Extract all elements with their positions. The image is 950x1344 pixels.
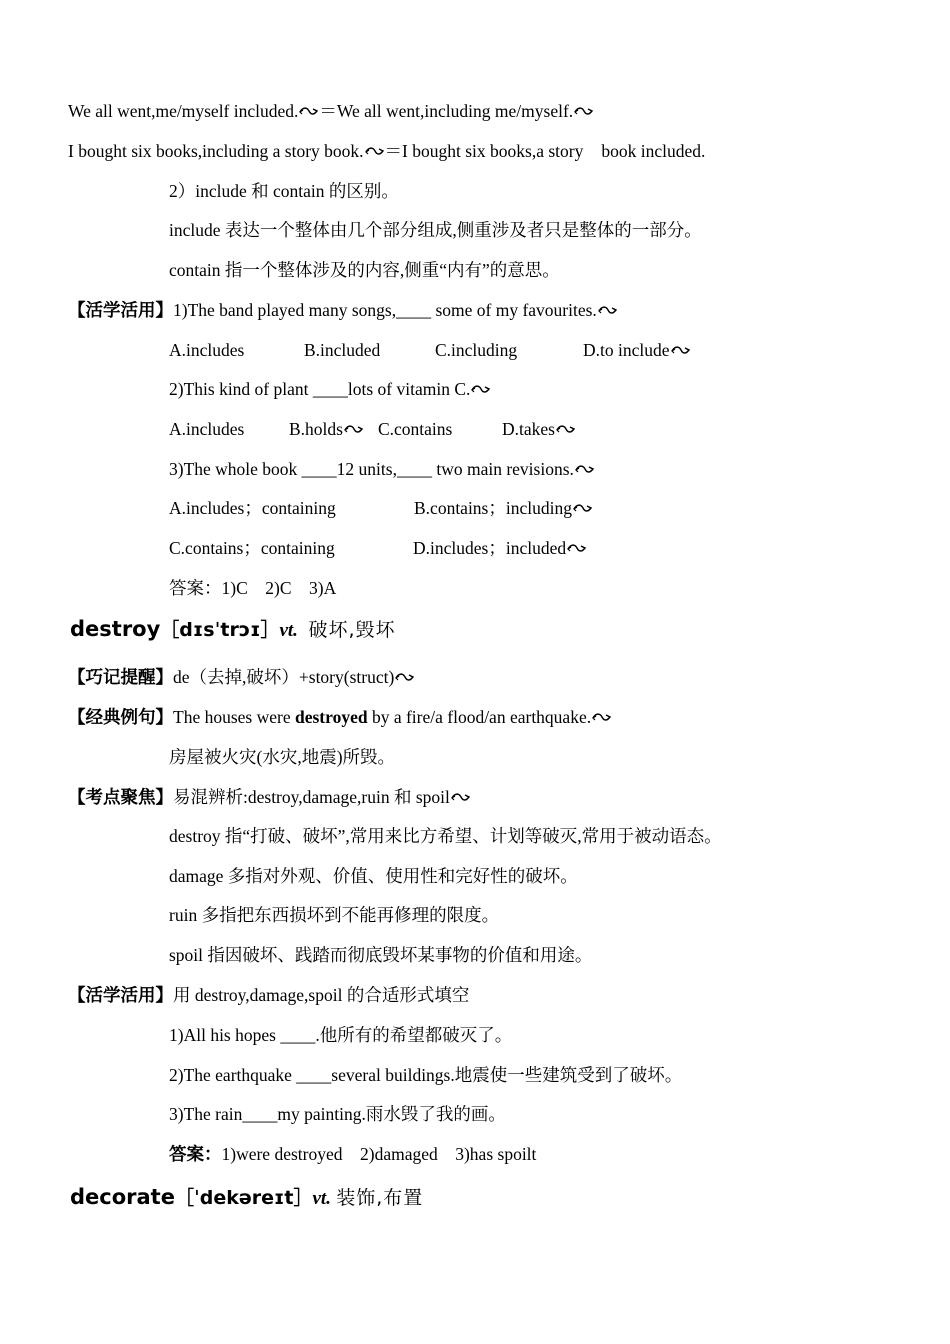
option-c: C.contains；containing (169, 538, 335, 558)
question-text: 3)The whole book ____12 units,____ two main revisions. (169, 459, 574, 479)
example-2b: ＝I bought six books,a story (384, 141, 584, 161)
practice-1-q1 (68, 299, 618, 321)
return-arrow-icon (471, 383, 491, 397)
example-line-2 (68, 140, 705, 162)
practice-1-q2-options (169, 418, 576, 440)
def-damage: damage 多指对外观、价值、使用性和完好性的破坏。 (169, 866, 578, 886)
example-translation: 房屋被火灾(水灾,地震)所毁。 (169, 747, 396, 767)
focus-text: 易混辨析:destroy,damage,ruin 和 spoil (173, 787, 450, 807)
diff-title: 2）include 和 contain 的区别。 (169, 181, 399, 201)
return-arrow-icon (574, 105, 594, 119)
option-b: B.holds (289, 419, 343, 439)
def-ruin: ruin 多指把东西损坏到不能再修理的限度。 (169, 905, 500, 925)
return-arrow-icon (365, 145, 385, 159)
return-arrow-icon (451, 791, 471, 805)
return-arrow-icon (575, 463, 595, 477)
word-heading-destroy (70, 615, 395, 645)
meaning: 装饰,布置 (336, 1187, 424, 1209)
section-tag: 【活学活用】 (68, 300, 173, 320)
option-a: A.includes (169, 419, 245, 439)
practice-2-q3: 3)The rain____my painting.雨水毁了我的画。 (169, 1104, 506, 1124)
return-arrow-icon (556, 423, 576, 437)
practice-1-q2 (169, 378, 491, 400)
headword: decorate (70, 1185, 175, 1209)
return-arrow-icon (567, 542, 587, 556)
option-c: C.including (435, 340, 518, 360)
option-a: A.includes (169, 340, 245, 360)
practice-1-q3 (169, 458, 595, 480)
example-line-1 (68, 100, 594, 122)
example-sentence-line: 【经典例句】The houses were destroyed by a fire/a flood/an earthquake. (68, 706, 612, 728)
highlighted-word: destroyed (294, 707, 368, 727)
return-arrow-icon (299, 105, 319, 119)
example-2a: I bought six books,including a story book. (68, 141, 364, 161)
option-b: B.included (304, 340, 381, 360)
practice-2-answer (169, 1143, 536, 1165)
practice-1-q3-options-ab (169, 497, 593, 519)
example-1a: We all went,me/myself included. (68, 101, 299, 121)
focus-line (68, 786, 471, 808)
return-arrow-icon (344, 423, 364, 437)
include-definition: include 表达一个整体由几个部分组成,侧重涉及者只是整体的一部分。 (169, 220, 702, 240)
section-tag: 【巧记提醒】 (68, 667, 173, 687)
answer-label: 答案： (169, 1144, 222, 1164)
option-d: D.takes (501, 419, 555, 439)
practice-1-q3-options-cd (169, 537, 587, 559)
def-spoil: spoil 指因破坏、践踏而彻底毁坏某事物的价值和用途。 (169, 945, 593, 965)
practice-1-answer: 答案：1)C 2)C 3)A (169, 578, 337, 598)
phonetic: ［ˈdekəreɪt］ (174, 1187, 313, 1209)
section-tag: 【活学活用】 (68, 985, 173, 1005)
question-text: 1)The band played many songs,____ some of my favourites. (173, 300, 597, 320)
option-b: B.contains；including (414, 498, 572, 518)
return-arrow-icon (598, 304, 618, 318)
def-destroy: destroy 指“打破、破坏”,常用来比方希望、计划等破灭,常用于被动语态。 (169, 826, 722, 846)
memo-line (68, 666, 415, 688)
example-2c: book included. (601, 141, 706, 161)
answer-text: 1)were destroyed 2)damaged 3)has spoilt (221, 1144, 537, 1164)
return-arrow-icon (395, 671, 415, 685)
instruction-text: 用 destroy,damage,spoil 的合适形式填空 (173, 985, 470, 1005)
headword: destroy (70, 617, 161, 641)
section-tag: 【考点聚焦】 (68, 787, 173, 807)
word-heading-decorate (70, 1183, 423, 1213)
return-arrow-icon (573, 502, 593, 516)
option-d: D.to include (583, 340, 670, 360)
practice-1-q1-options (169, 339, 691, 361)
example-1b: ＝We all went,including me/myself. (319, 101, 574, 121)
meaning: 破坏,毁坏 (308, 619, 396, 641)
option-d: D.includes；included (413, 538, 567, 558)
option-c: C.contains (377, 419, 453, 439)
practice-2-instruction (68, 984, 469, 1006)
memo-text: de（去掉,破坏）+story(struct) (173, 667, 395, 687)
contain-definition: contain 指一个整体涉及的内容,侧重“内有”的意思。 (169, 260, 560, 280)
option-a: A.includes；containing (169, 498, 336, 518)
part-of-speech: vt. (312, 1188, 331, 1209)
question-text: 2)This kind of plant ____lots of vitamin C. (169, 379, 471, 399)
practice-2-q2: 2)The earthquake ____several buildings.地震使一些建筑受到了破坏。 (169, 1065, 683, 1085)
return-arrow-icon (592, 711, 612, 725)
practice-2-q1: 1)All his hopes ____.他所有的希望都破灭了。 (169, 1025, 513, 1045)
return-arrow-icon (671, 344, 691, 358)
section-tag: 【经典例句】 (68, 707, 173, 727)
phonetic: ［dɪsˈtrɔɪ］ (160, 619, 280, 641)
part-of-speech: vt. (279, 620, 298, 641)
